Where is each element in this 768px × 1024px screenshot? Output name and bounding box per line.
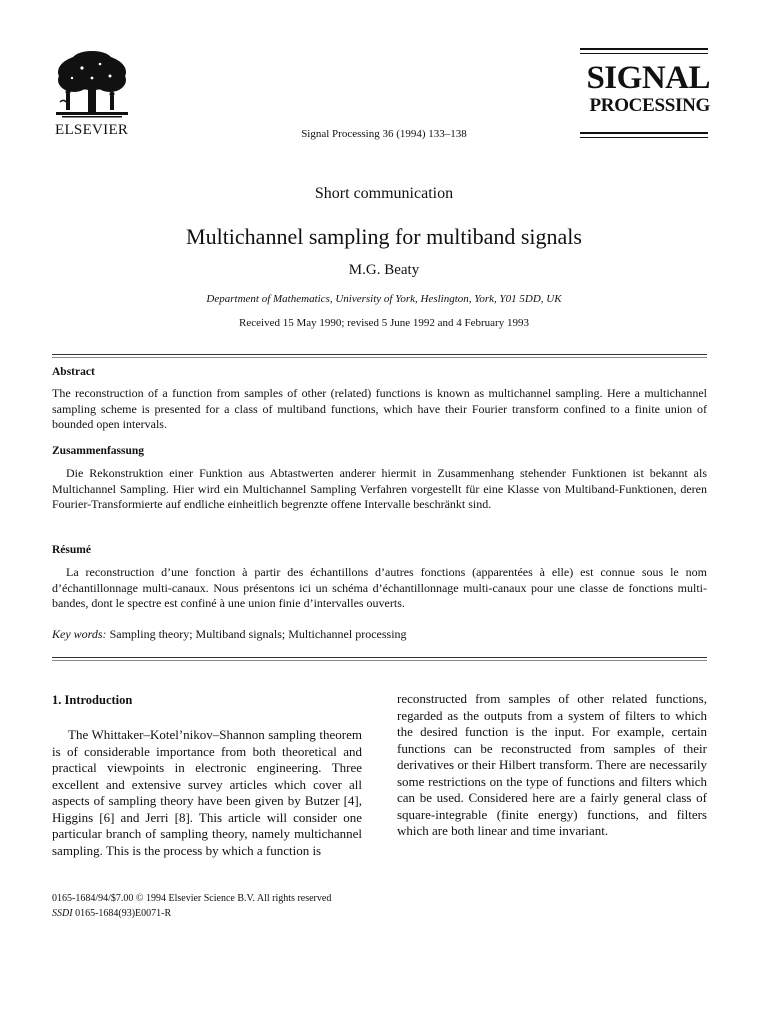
footer	[52, 891, 331, 921]
journal-rule	[580, 137, 708, 138]
resume-text: La reconstruction d’une fonction à partir des échantillons d’autres fonctions (apparentées à elle) est connue sous le nom d’échantillonnage multi-canaux. Nous présentons ici un schéma d’échantillonnage multi-canaux pour une classe de fonctions multi-bandes, dont le spectre est confiné à une union finie d’intervalles ouverts.	[52, 565, 707, 610]
journal-rule	[580, 132, 708, 134]
journal-subtitle: PROCESSING	[589, 95, 710, 116]
journal-rule	[580, 53, 708, 54]
elsevier-tree-logo	[52, 50, 132, 122]
keywords	[52, 627, 407, 642]
divider	[52, 354, 707, 355]
introduction-left-column: The Whittaker–Kotel’nikov–Shannon sampling theorem is of considerable importance from both theoretical and practical viewpoints in electronic engineering. Three excellent and extensive survey articles which cover all aspects of sampling theory have been given by Butzer [4], Higgins [6] and Jerri [8]. This article will consider one particular branch of sampling theory, namely multichannel sampling. This is the process by which a function is	[52, 727, 362, 858]
zusammenfassung-text: Die Rekonstruktion einer Funktion aus Abtastwerten anderer hiermit in Zusammenhang stehender Funktionen ist bekannt als Multichannel Sampling. Hier wird ein Multichannel Sampling Verfahren vorgestellt für eine Klasse von Multiband-Funktionen, deren Fourier-Transformierte auf endliche einheitlich begrenzte offene Intervalle beschränkt sind.	[52, 466, 707, 511]
abstract-text: The reconstruction of a function from samples of other (related) functions is known as multichannel sampling. Here a multichannel sampling scheme is presented for a class of multiband functions, which have their Fourier transform confined to a finite union of bounded open intervals.	[52, 386, 707, 431]
ssdi-label: SSDI	[52, 908, 73, 919]
divider	[52, 357, 707, 358]
journal-title: SIGNAL	[586, 60, 710, 96]
author-name: M.G. Beaty	[348, 262, 420, 278]
publisher-name: ELSEVIER	[55, 122, 129, 138]
journal-citation: Signal Processing 36 (1994) 133–138	[301, 128, 467, 140]
journal-rule	[580, 48, 708, 50]
abstract-heading: Abstract	[52, 366, 95, 378]
paper-title: Multichannel sampling for multiband signals	[186, 224, 582, 249]
ssdi-value: 0165-1684(93)E0071-R	[75, 908, 172, 919]
keywords-text: Sampling theory; Multiband signals; Multichannel processing	[109, 627, 407, 641]
zusammenfassung-heading: Zusammenfassung	[52, 445, 145, 457]
author-affiliation: Department of Mathematics, University of York, Heslington, York, Y01 5DD, UK	[206, 293, 562, 305]
keywords-label: Key words:	[52, 627, 107, 641]
divider	[52, 660, 707, 661]
introduction-heading: 1. Introduction	[52, 693, 133, 707]
section-type: Short communication	[314, 185, 454, 202]
introduction-right-column: reconstructed from samples of other related functions, regarded as the outputs from a system of filters to which the desired function is the input. For example, certain functions can be reconstructed from samples of their derivatives or their Hilbert transform. There are necessarily some restrictions on the type of functions and filters which can be used. Considered here are a fairly general class of square-integrable (finite energy) functions, and filters which are both linear and time invariant.	[397, 691, 707, 838]
copyright-line: 0165-1684/94/$7.00 © 1994 Elsevier Science B.V. All rights reserved	[52, 893, 332, 904]
ssdi-line	[52, 906, 331, 921]
received-dates: Received 15 May 1990; revised 5 June 1992 and 4 February 1993	[239, 317, 529, 329]
divider	[52, 657, 707, 658]
resume-heading: Résumé	[52, 544, 91, 556]
